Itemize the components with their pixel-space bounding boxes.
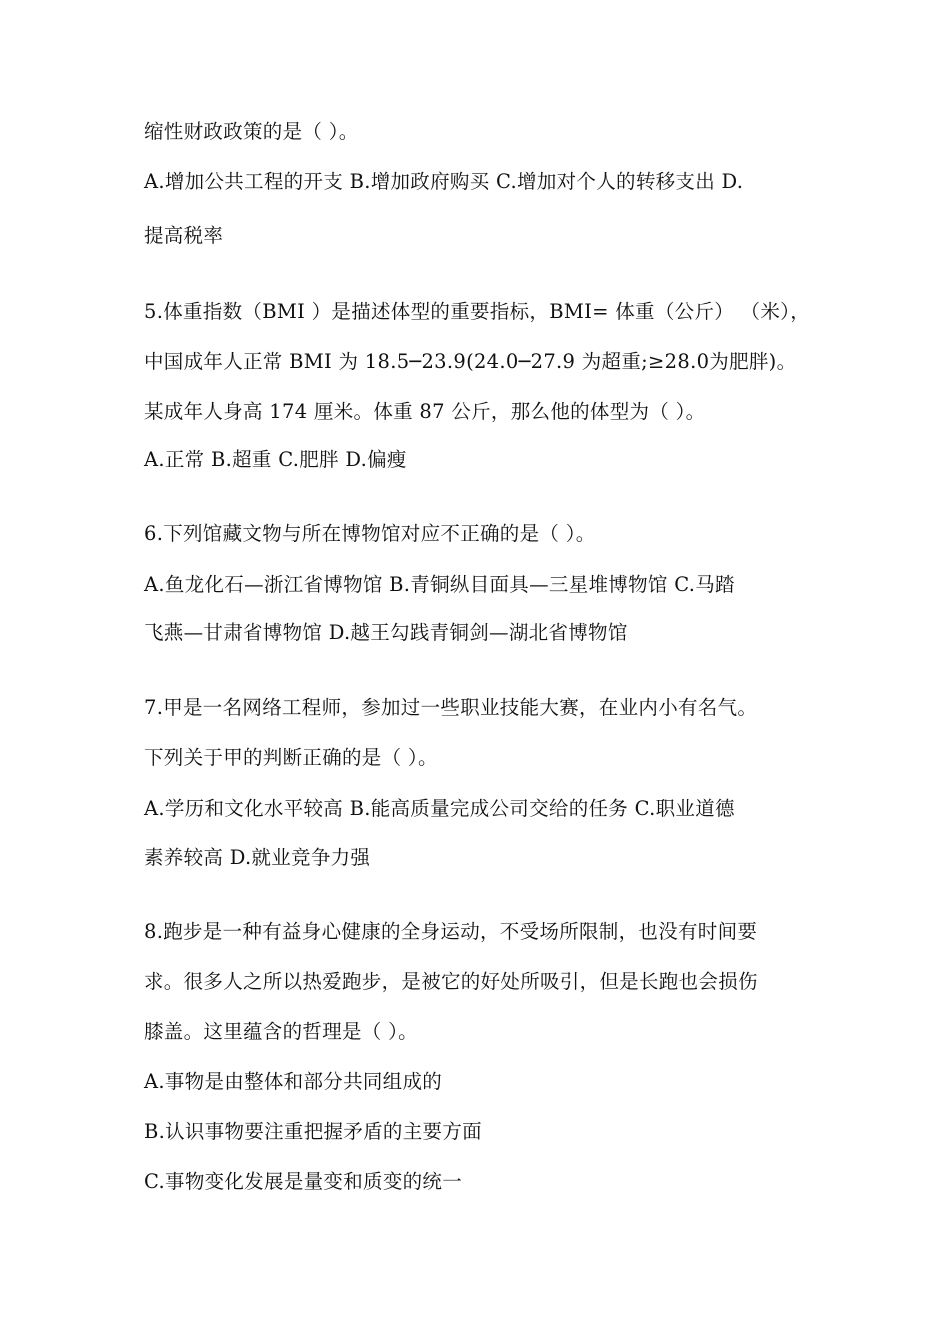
text-line: 素养较高 D.就业竞争力强 bbox=[144, 846, 371, 869]
text-line: 提高税率 bbox=[144, 224, 224, 247]
text-line: 中国成年人正常 BMI 为 18.5─23.9(24.0─27.9 为超重;≥28.0为肥胖)。 bbox=[144, 350, 797, 373]
text-line: 飞燕—甘肃省博物馆 D.越王勾践青铜剑—湖北省博物馆 bbox=[144, 621, 628, 644]
text-line: A.正常 B.超重 C.肥胖 D.偏瘦 bbox=[144, 448, 407, 471]
text-line: A.学历和文化水平较高 B.能高质量完成公司交给的任务 C.职业道德 bbox=[144, 797, 735, 820]
text-line: 膝盖。这里蕴含的哲理是（ ）。 bbox=[144, 1020, 418, 1043]
text-line: C.事物变化发展是量变和质变的统一 bbox=[144, 1170, 463, 1193]
text-line: 5.体重指数（BMI ）是描述体型的重要指标，BMI= 体重（公斤） （米）， bbox=[144, 300, 810, 323]
text-line: 求。很多人之所以热爱跑步，是被它的好处所吸引，但是长跑也会损伤 bbox=[144, 970, 758, 993]
text-line: 7.甲是一名网络工程师，参加过一些职业技能大赛，在业内小有名气。 bbox=[144, 696, 758, 719]
text-line: 缩性财政政策的是（ ）。 bbox=[144, 120, 359, 143]
text-line: 6.下列馆藏文物与所在博物馆对应不正确的是（ ）。 bbox=[144, 522, 596, 545]
text-line: B.认识事物要注重把握矛盾的主要方面 bbox=[144, 1120, 482, 1143]
text-line: 某成年人身高 174 厘米。体重 87 公斤，那么他的体型为（ ）。 bbox=[144, 400, 706, 423]
text-line: A.鱼龙化石—浙江省博物馆 B.青铜纵目面具—三星堆博物馆 C.马踏 bbox=[144, 573, 735, 596]
text-line: 8.跑步是一种有益身心健康的全身运动，不受场所限制，也没有时间要 bbox=[144, 920, 758, 943]
text-line: A.事物是由整体和部分共同组成的 bbox=[144, 1070, 443, 1093]
text-line: 下列关于甲的判断正确的是（ ）。 bbox=[144, 746, 438, 769]
text-line: A.增加公共工程的开支 B.增加政府购买 C.增加对个人的转移支出 D. bbox=[144, 170, 744, 193]
